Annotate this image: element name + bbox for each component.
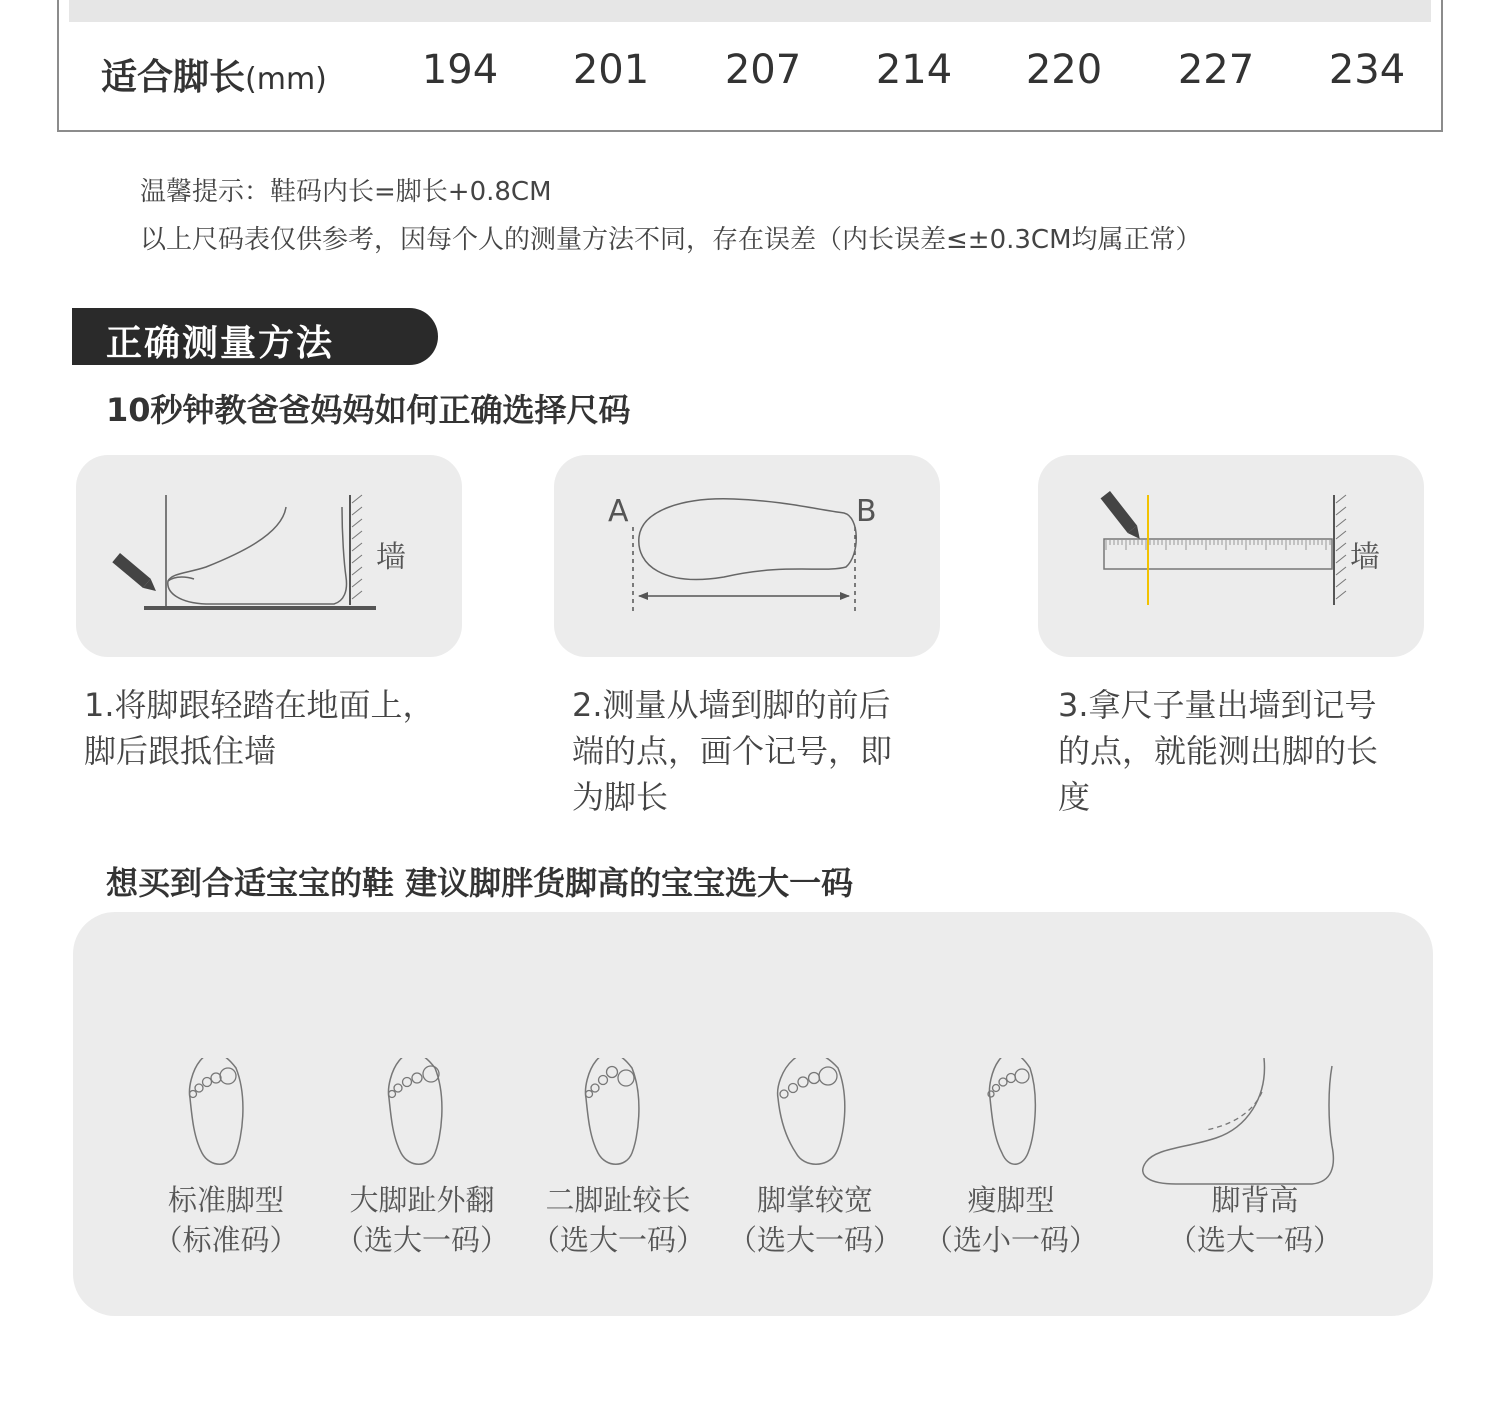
wall-label: 墙 (1350, 540, 1380, 575)
foot-type-label (518, 1180, 718, 1260)
section-title: 正确测量方法 (106, 323, 335, 364)
step-3-text (1058, 682, 1418, 820)
section-subtitle: 10秒钟教爸爸妈妈如何正确选择尺码 (106, 391, 631, 429)
foot-length-label: 适合脚长 (101, 57, 246, 98)
size-row (59, 45, 1441, 101)
foot-type-name: 脚掌较宽 (756, 1183, 873, 1217)
step-3-card (1038, 455, 1424, 657)
foot-type-name: 二脚趾较长 (545, 1183, 691, 1217)
step-1-text (84, 682, 444, 774)
foot-type-advice: （选小一码） (923, 1223, 1098, 1257)
tip-line-1: 温馨提示：鞋码内长=脚长+0.8CM (140, 177, 552, 207)
foot-bunion-icon (375, 1058, 455, 1168)
tips (140, 168, 1202, 264)
step-2-text (572, 682, 932, 820)
step-3-line: 3.拿尺子量出墙到记号 (1058, 686, 1377, 724)
step-2-line: 2.测量从墙到脚的前后 (572, 686, 891, 724)
step-3-illustration (1038, 455, 1424, 657)
point-a-label: A (608, 494, 629, 529)
step-1-illustration (76, 455, 462, 657)
size-value: 220 (1025, 47, 1103, 93)
size-value: 201 (572, 47, 650, 93)
size-value: 194 (421, 47, 499, 93)
step-3-line: 的点，就能测出脚的长 (1058, 732, 1379, 770)
foot-type-label (715, 1180, 915, 1260)
foot-type-label (911, 1180, 1111, 1260)
foot-type-label (322, 1180, 522, 1260)
table-header-bar (69, 0, 1431, 22)
unit-label: (mm) (245, 62, 327, 97)
step-2-line: 端的点，画个记号，即 (572, 732, 893, 770)
foot-type-name: 大脚趾外翻 (349, 1183, 495, 1217)
foot-standard-icon (176, 1058, 256, 1168)
foot-type-advice: （选大一码） (1167, 1223, 1342, 1257)
foot-type-name: 脚背高 (1211, 1183, 1299, 1217)
foot-slim-icon (972, 1058, 1052, 1168)
foot-type-advice: （选大一码） (530, 1223, 705, 1257)
point-b-label: B (856, 494, 877, 529)
size-table (57, 0, 1443, 132)
foot-long-second-toe-icon (572, 1058, 652, 1168)
step-2-card (554, 455, 940, 657)
foot-type-name: 瘦脚型 (967, 1183, 1055, 1217)
step-2-line: 为脚长 (572, 778, 669, 816)
size-value: 207 (724, 47, 802, 93)
step-1-line: 脚后跟抵住墙 (84, 732, 277, 770)
foot-type-advice: （标准码） (153, 1223, 299, 1257)
foot-type-advice: （选大一码） (334, 1223, 509, 1257)
foot-type-name: 标准脚型 (167, 1183, 284, 1217)
foot-wide-icon (768, 1058, 858, 1168)
step-1-card (76, 455, 462, 657)
step-2-illustration (554, 455, 940, 657)
size-row-label (101, 49, 327, 100)
tip-line-2: 以上尺码表仅供参考，因每个人的测量方法不同，存在误差（内长误差≤±0.3CM均属正常） (140, 225, 1202, 255)
recommendation-title: 想买到合适宝宝的鞋 建议脚胖货脚高的宝宝选大一码 (106, 864, 854, 902)
size-value: 214 (875, 47, 953, 93)
size-value: 227 (1177, 47, 1255, 93)
step-1-line: 1.将脚跟轻踏在地面上， (84, 686, 435, 724)
foot-type-advice: （选大一码） (727, 1223, 902, 1257)
foot-type-label (126, 1180, 326, 1260)
wall-label: 墙 (376, 540, 406, 575)
foot-type-label (1155, 1180, 1355, 1260)
section-header (72, 308, 438, 365)
size-value: 234 (1328, 47, 1406, 93)
step-3-line: 度 (1058, 778, 1091, 816)
